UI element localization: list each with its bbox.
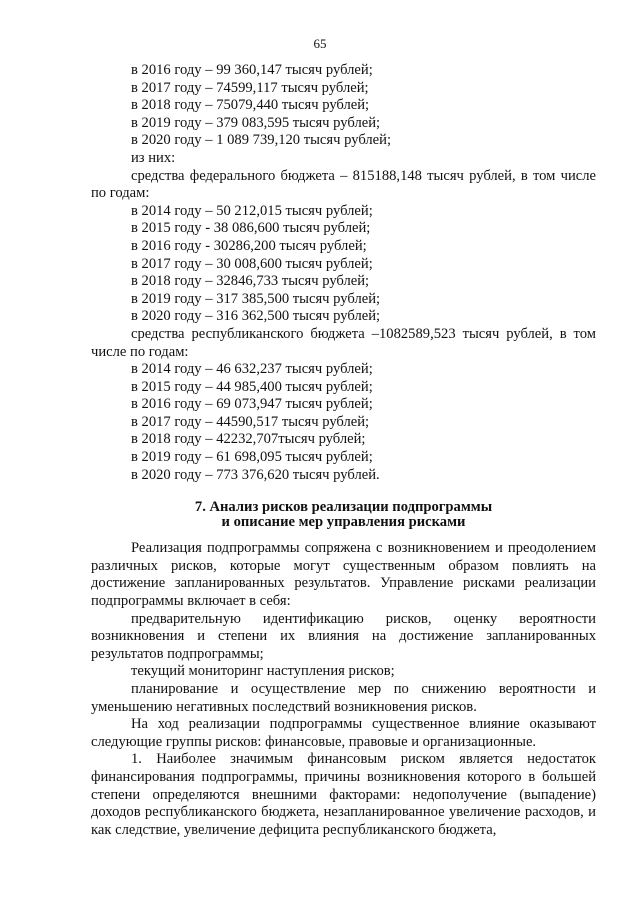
republic-year-line: в 2019 году – 61 698,095 тысяч рублей; <box>131 449 373 466</box>
federal-year-line: в 2019 году – 317 385,500 тысяч рублей; <box>131 290 381 307</box>
funding-line: в 2019 году – 379 083,595 тысяч рублей; <box>131 114 381 131</box>
republic-budget-intro: средства республиканского бюджета –1082589,523 тысяч рублей, в том числе по годам: <box>91 325 596 360</box>
republic-year-line: в 2017 году – 44590,517 тысяч рублей; <box>131 413 370 430</box>
risk-groups-paragraph: На ход реализации подпрограммы существенное влияние оказывают следующие группы рисков: финансовые, правовые и организационные. <box>91 716 596 750</box>
funding-line: в 2020 году – 1 089 739,120 тысяч рублей; <box>131 132 392 149</box>
page-number: 65 <box>313 36 327 51</box>
section-heading-line2: и описание мер управления рисками <box>221 514 466 531</box>
risk-intro-paragraph: Реализация подпрограммы сопряжена с возникновением и преодолением различных рисков, которые могут существенным образом повлиять на достижение запланированных результатов. Управление рисками реализации подпрограммы включает в себя: <box>91 540 596 610</box>
republic-year-line: в 2015 году – 44 985,400 тысяч рублей; <box>131 378 373 395</box>
section-heading-line1: 7. Анализ рисков реализации подпрограммы <box>194 499 493 516</box>
risk-measure-paragraph: предварительную идентификацию рисков, оценку вероятности возникновения и степени их влияния на достижение запланированных результатов подпрограммы; <box>91 610 596 662</box>
republic-year-line: в 2020 году – 773 376,620 тысяч рублей. <box>131 466 380 483</box>
risk-measure-paragraph: планирование и осуществление мер по снижению вероятности и уменьшению негативных последствий возникновения рисков. <box>91 681 596 715</box>
federal-budget-intro: средства федерального бюджета – 815188,148 тысяч рублей, в том числе по годам: <box>91 167 596 202</box>
document-body <box>91 62 596 839</box>
funding-line: в 2016 году – 99 360,147 тысяч рублей; <box>131 62 373 78</box>
financial-risk-paragraph: 1. Наиболее значимым финансовым риском является недостаток финансирования подпрограммы, причины возникновения которого в большей степени определяются внешними факторами: недополучение (выпадение) доходов республиканского бюджета, незапланированное увеличение расходов, и как следствие, увеличение дефицита республиканского бюджета, <box>91 751 596 838</box>
federal-year-line: в 2015 году - 38 086,600 тысяч рублей; <box>131 220 371 237</box>
federal-year-line: в 2016 году - 30286,200 тысяч рублей; <box>131 237 367 254</box>
funding-line: в 2017 году – 74599,117 тысяч рублей; <box>131 79 369 96</box>
federal-year-line: в 2018 году – 32846,733 тысяч рублей; <box>131 273 370 290</box>
federal-year-line: в 2014 году – 50 212,015 тысяч рублей; <box>131 202 373 219</box>
republic-year-line: в 2014 году – 46 632,237 тысяч рублей; <box>131 361 373 378</box>
funding-line: в 2018 году – 75079,440 тысяч рублей; <box>131 97 370 114</box>
federal-year-line: в 2020 году – 316 362,500 тысяч рублей; <box>131 308 381 325</box>
risk-measure-paragraph: текущий мониторинг наступления рисков; <box>131 663 395 680</box>
republic-year-line: в 2018 году – 42232,707тысяч рублей; <box>131 431 366 448</box>
of-which-label: из них: <box>131 149 176 166</box>
federal-year-line: в 2017 году – 30 008,600 тысяч рублей; <box>131 255 373 272</box>
section-heading <box>91 500 596 530</box>
republic-year-line: в 2016 году – 69 073,947 тысяч рублей; <box>131 396 373 413</box>
